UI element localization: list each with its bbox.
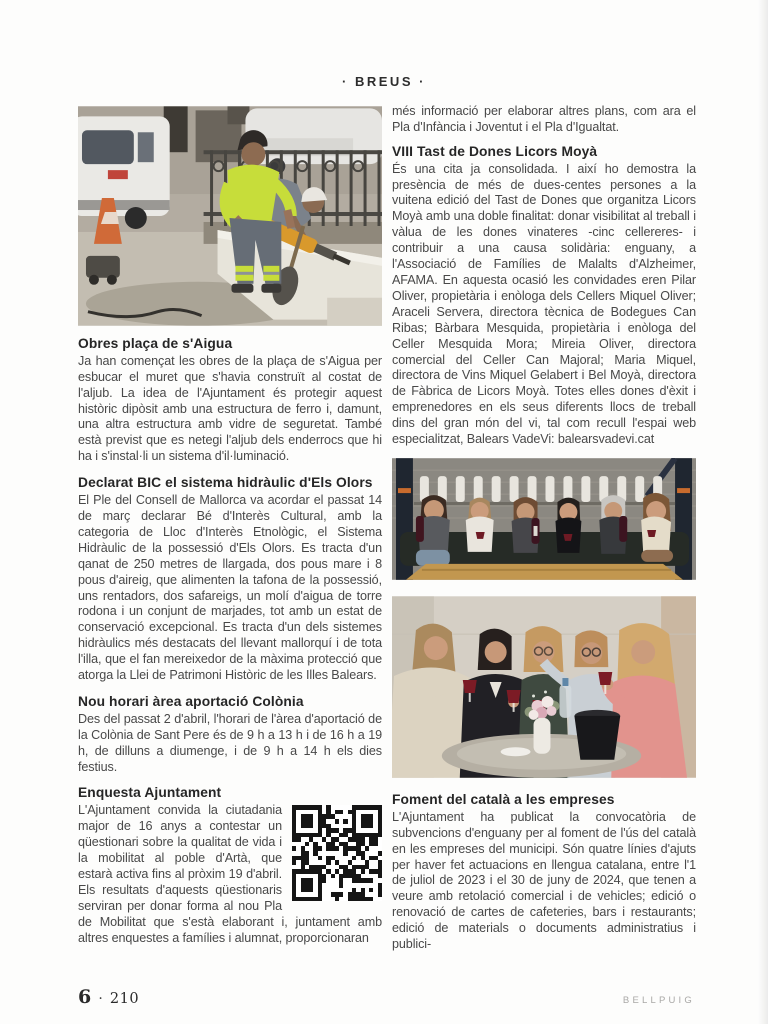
photo-wine-tasting-group bbox=[392, 458, 696, 580]
paragraph-tast-dones: És una cita ja consolidada. I així ho demostra la presència de més de dues-centes persones a la vuitena edició del Tast de Dones que organitza Licors Moyà amb una doble finalitat: donar visibilitat al treball i vàlua de les dones vinateres -cinc cellereres- i contribuir a una causa solidària: enguany, a l'Associació de Famílies de Malalts d'Alzheimer, AFAMA. En aquesta ocasió les convidades eren Pilar Oliver, propietària i enòloga dels Cellers Miquel Oliver; Araceli Servera, directora tècnica de Bodegues Can Ribas; Bàrbara Mesquida, propietària i enòloga del Celler Mesquida Mora; Mireia Oliver, directora comercial del Celler Can Majoral; Maria Miquel, directora de Vins Miquel Gelabert i Bel Moyà, directora de Fàbrica de Licors Moyà. Totes elles dones d'èxit i emprenedores en els seus diferents llocs de treball dins del gran món del vi, tal com recull l'espai web especialitzat, Balears VadeVi: balearsvadevi.cat bbox=[392, 161, 696, 447]
folio bbox=[78, 986, 139, 1008]
heading-declarat-bic: Declarat BIC el sistema hidràulic d'Els Olors bbox=[78, 475, 373, 491]
paragraph-nou-horari: Des del passat 2 d'abril, l'horari de l'àrea d'aportació de la Colònia de Sant Pere és de 9 h a 13 h i de 16 h a 19 h, de dilluns a diumenge, i de 9 h a 14 h els dies festius. bbox=[78, 711, 382, 774]
paragraph-continuation: més informació per elaborar altres plans, com ara el Pla d'Infància i Joventut i el Pla d'Igualtat. bbox=[392, 104, 696, 134]
paragraph-enquesta: L'Ajuntament convida la ciutadania major de 16 anys a contestar un qüestionari sobre la qualitat de vida i la mobilitat al poble d'Artà, que estarà activa fins al pròxim 19 d'abril. Els resultats d'aquests qüestionaris serviran per donar forma al nou Pla de Mobilitat que s'està elaborant i, juntament amb altres enquestes a famílies i alumnat, proporcionaran bbox=[78, 803, 382, 945]
heading-foment-catala: Foment del català a les empreses bbox=[392, 791, 615, 807]
paragraph-obres: Ja han començat les obres de la plaça de s'Aigua per esbucar el muret que s'havia construït al costat de l'aljub. La idea de l'Ajuntament és protegir aquest històric dipòsit amb una estructura de ferro i, damunt, una altra estructura amb vidre de seguretat. També està previst que es netegi l'aljub dels enderrocs que hi ha i s'instal·li un sistema d'il·luminació. bbox=[78, 353, 382, 464]
photo-construction-works bbox=[78, 106, 382, 326]
heading-nou-horari: Nou horari àrea aportació Colònia bbox=[78, 693, 304, 709]
section-header: · BREUS · bbox=[342, 74, 426, 89]
heading-tast-dones: VIII Tast de Dones Licors Moyà bbox=[392, 143, 598, 159]
enquesta-block bbox=[78, 803, 382, 946]
folio-separator: · bbox=[98, 991, 103, 1007]
van-left bbox=[78, 116, 170, 229]
qr-code bbox=[292, 805, 382, 901]
issue-number: 210 bbox=[109, 991, 140, 1007]
photo-wine-toast-group bbox=[392, 596, 696, 778]
left-column bbox=[78, 100, 382, 963]
heading-obres: Obres plaça de s'Aigua bbox=[78, 336, 233, 351]
content-columns bbox=[78, 100, 696, 963]
paragraph-declarat-bic: El Ple del Consell de Mallorca va acordar el passat 14 de març declarar Bé d'Interès Cultural, amb la categoria de Lloc d'Interès Etnològic, el Sistema Hidràulic de la possessió d'Els Olors. Es tracta d'un qanat de 250 metres de llargada, dos pous mare i 8 pous d'aireig, que alimenten la tafona de la possessió, uns rentadors, dos safareigs, un molí d'aigua de torre rodona i un conjunt de marjades, tot amb un estat de conservació excepcional. Es tracta d'un dels sistemes hidràulics més destacats del llevant mallorquí i de tota l'illa, que el fan mereixedor de la màxima protecció que atorga la Llei de Patrimoni Històric de les Illes Balears. bbox=[78, 493, 382, 683]
page-number: 6 bbox=[78, 986, 92, 1008]
heading-enquesta: Enquesta Ajuntament bbox=[78, 785, 222, 801]
page-footer bbox=[78, 986, 695, 1008]
paragraph-foment-catala: L'Ajuntament ha publicat la convocatòria de subvencions d'enguany per al foment de l'ús del català en les empreses del municipi. Són quatre línies d'ajuts per haver fet actuacions en llengua catalana, entre l'1 de juliol de 2023 i el 30 de juny de 2024, que tenen a veure amb retolació comercial i de vehicles; edició o renovació de cartes de cafeteries, bars i restaurants; edició de materials o documents administratius i publici- bbox=[392, 809, 696, 952]
right-column bbox=[392, 100, 696, 963]
magazine-brand: BELLPUIG bbox=[622, 995, 695, 1006]
